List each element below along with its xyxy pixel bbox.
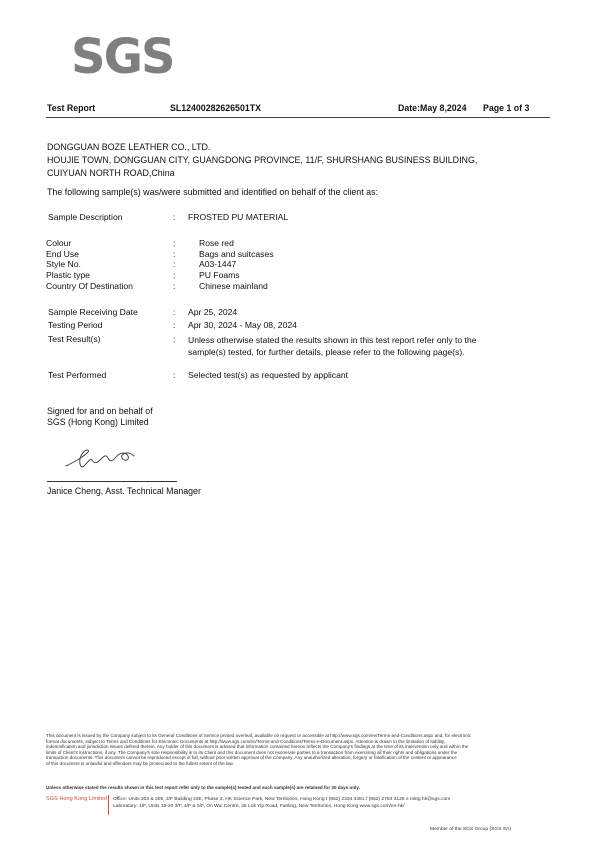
detail-value: Bags and suitcases: [199, 248, 274, 259]
testing-period-label: Testing Period: [48, 320, 103, 330]
detail-value: Chinese mainland: [199, 280, 268, 291]
office-address: Office: Units 303 & 305, 3/F Building 22E, Phase 3, HK Science Park, New Territories, Hong Kong t (852) 2334 4481 f (852) 2764 3126 e mktg.hk@sgs.com: [113, 797, 451, 802]
handwritten-signature: [60, 440, 140, 476]
intro-text: The following sample(s) was/were submitted and identified on behalf of the client as:: [47, 187, 379, 197]
footer-divider: [108, 795, 109, 815]
company-name: SGS Hong Kong Limited: [46, 796, 107, 802]
sample-description-label: Sample Description: [48, 212, 123, 222]
details-values: [199, 238, 274, 292]
detail-label: End Use: [46, 248, 79, 259]
report-number: SL12400282626501TX: [170, 103, 261, 113]
page-number: Page 1 of 3: [483, 103, 530, 113]
colon: :: [173, 334, 176, 344]
test-result-line: sample(s) tested, for further details, please refer to the following page(s).: [188, 347, 465, 357]
colon: :: [173, 212, 176, 222]
disclaimer-line: of this document is unlawful and offenders may be prosecuted to the fullest extent of the law.: [46, 760, 234, 766]
laboratory-address: Laboratory: 1/F, Units 16-20 3/F, 4/F & 5/F, On Wui Centre, 25 Lok Yip Road, Fanling, New Territories, Hong Kong www.sgs.com/en-hk/: [113, 804, 405, 809]
details-labels: [46, 238, 133, 292]
colon: :: [173, 307, 176, 317]
colon: :: [173, 238, 176, 248]
disclaimer-line: limits of Client's instructions, if any. The Company's sole responsibility is to its Client and this document does not exonerate parties to a transaction from exercising all their rights and obligations under the: [46, 749, 458, 755]
disclaimer-line: This document is issued by the Company subject to its General Conditions of Service printed overleaf, available on request or accessible at http://www.sgs.com/en/Terms-and-Conditions.aspx and, for electronic: [46, 733, 472, 738]
detail-value: PU Foams: [199, 270, 240, 281]
client-address-line2: CUIYUAN NORTH ROAD,China: [47, 168, 175, 178]
detail-label: Colour: [46, 238, 72, 248]
disclaimer-line: format documents, subject to Terms and Conditions for Electronic Documents at http://www.sgs.com/en/Terms-and-Conditions/Terms-e-Document.aspx. Attention is drawn to the limitation of liability,: [46, 738, 446, 744]
signature-line: [47, 481, 177, 482]
sample-description-value: FROSTED PU MATERIAL: [188, 212, 289, 222]
report-title: Test Report: [47, 103, 96, 113]
disclaimer-line: transaction documents. This document cannot be reproduced except in full, without prior written approval of the Company. Any unauthorized alteration, forgery or falsification of the content or appearance: [46, 755, 457, 761]
receiving-date-label: Sample Receiving Date: [48, 307, 138, 317]
detail-value: A03-1447: [199, 259, 237, 270]
detail-label: Style No.: [46, 259, 81, 270]
company-addresses: [113, 796, 553, 810]
testing-period-value: Apr 30, 2024 - May 08, 2024: [188, 320, 297, 330]
signed-line2: SGS (Hong Kong) Limited: [47, 417, 149, 427]
header-divider: [46, 117, 550, 118]
detail-label: Country Of Destination: [46, 280, 133, 291]
signed-on-behalf: [47, 406, 153, 428]
retention-note: Unless otherwise stated the results shown in this test report refer only to the sample(s) tested and such sample(s) are retained for 30 days only.: [46, 785, 360, 790]
signatory-name: Janice Cheng, Asst. Technical Manager: [47, 486, 201, 496]
details-colons: [173, 238, 175, 292]
sgs-logo: SGS: [71, 29, 174, 85]
test-result-label: Test Result(s): [48, 334, 101, 344]
member-note: Member of the SGS Group (SGS SA): [430, 827, 511, 832]
detail-label: Plastic type: [46, 270, 90, 281]
colon: :: [173, 270, 176, 281]
test-performed-label: Test Performed: [48, 370, 107, 380]
report-date: Date:May 8,2024: [398, 103, 467, 113]
test-result-text: [188, 334, 477, 358]
colon: :: [173, 248, 176, 259]
colon: :: [173, 370, 176, 380]
client-address: [47, 141, 477, 180]
disclaimer-line: indemnification and jurisdiction issues defined therein. Any holder of this document is advised that information contained hereon reflects the Company's findings at the time of its intervention only and within the: [46, 744, 469, 750]
test-result-line: Unless otherwise stated the results shown in this test report refer only to the: [188, 335, 477, 345]
colon: :: [173, 280, 176, 291]
test-performed-value: Selected test(s) as requested by applicant: [188, 370, 349, 380]
footer-disclaimer: [46, 733, 552, 767]
receiving-date-value: Apr 25, 2024: [188, 307, 238, 317]
client-name: DONGGUAN BOZE LEATHER CO., LTD.: [47, 142, 211, 152]
colon: :: [173, 259, 176, 270]
colon: :: [173, 320, 176, 330]
signed-line1: Signed for and on behalf of: [47, 406, 153, 416]
detail-value: Rose red: [199, 238, 234, 248]
client-address-line1: HOUJIE TOWN, DONGGUAN CITY, GUANGDONG PROVINCE, 11/F, SHURSHANG BUSINESS BUILDING,: [47, 155, 478, 165]
